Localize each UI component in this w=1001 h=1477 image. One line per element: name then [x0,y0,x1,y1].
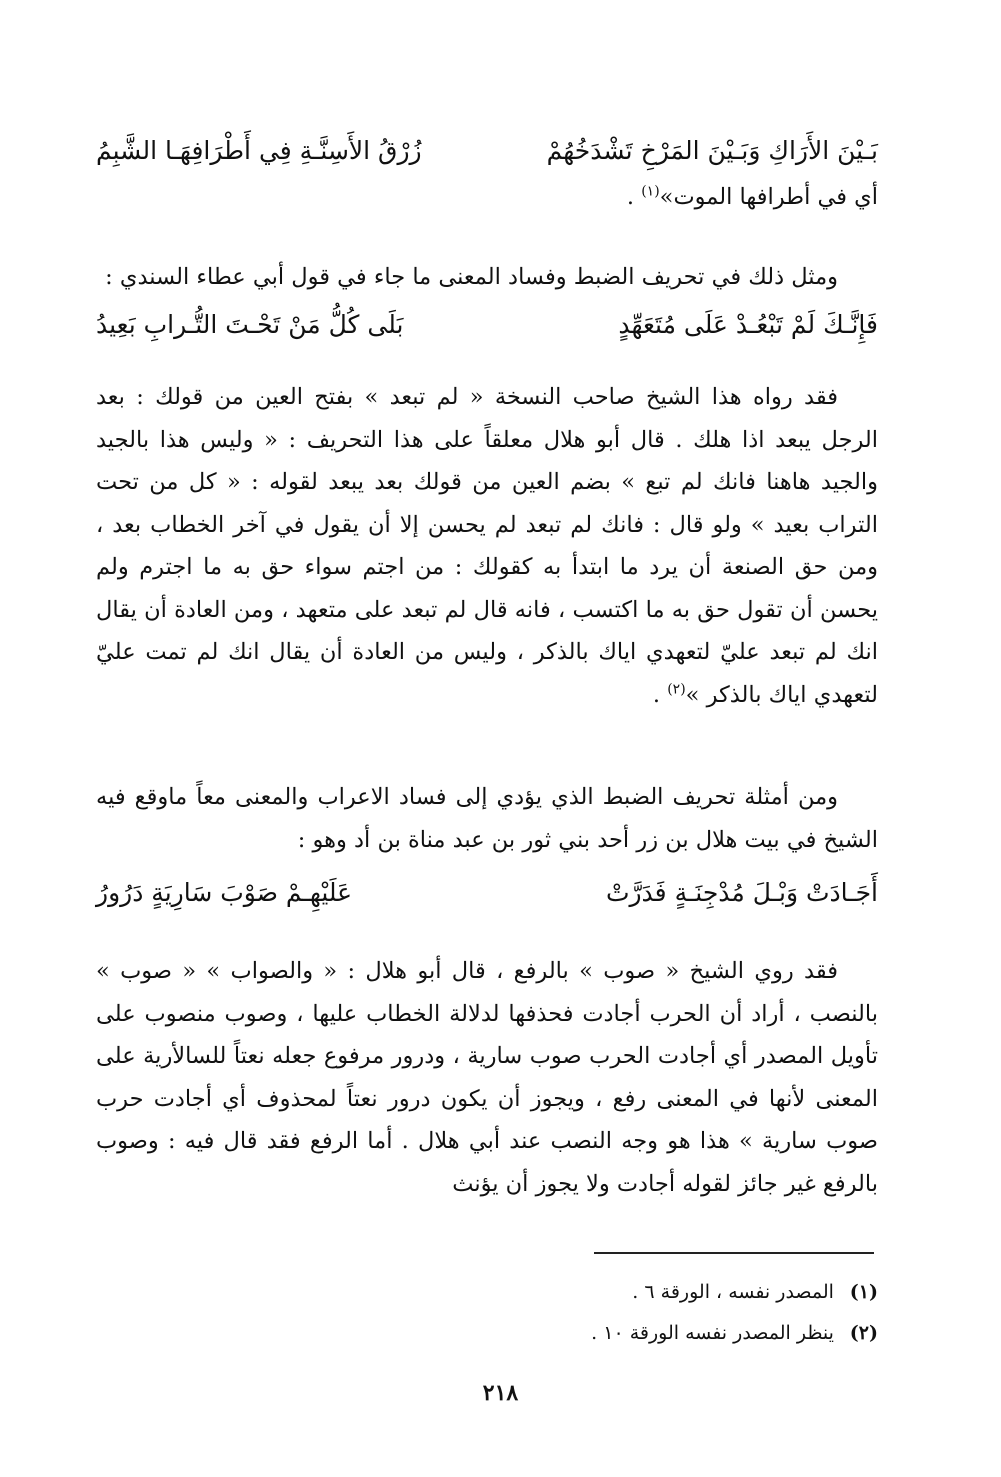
paragraph-4-text: ومن أمثلة تحريف الضبط الذي يؤدي إلى فساد الاعراب والمعنى معاً ماوقع فيه الشيخ في بيت هلال بن زر أحد بني ثور بن عبد مناة بن أد وهو : [96,784,878,853]
paragraph-5 [96,950,878,1205]
footnote-2 [96,1313,878,1354]
paragraph-1 [96,176,878,219]
footnote-2-number: (٢) [849,1322,878,1344]
footnotes [96,1272,878,1354]
paragraph-2 [96,256,878,299]
footnote-ref-2: (٢) [667,681,686,697]
page-number: ٢١٨ [482,1380,519,1406]
footnote-2-text: ينظر المصدر نفسه الورقة ١٠ . [591,1322,834,1344]
verse-3-second-hemistich: عَلَيْهِـمْ صَوْبَ سَارِيَةٍ دَرُورُ [96,878,353,907]
paragraph-2-text: ومثل ذلك في تحريف الضبط وفساد المعنى ما جاء في قول أبي عطاء السندي : [105,264,838,290]
footnote-1 [96,1272,878,1313]
paragraph-3-text: فقد رواه هذا الشيخ صاحب النسخة « لم تبعد » بفتح العين من قولك : بعد الرجل يبعد اذا هلك . قال أبو هلال معلقاً على هذا التحريف : « وليس هذا بالجيد والجيد هاهنا فانك لم تبع » بضم العين من قولك بعد يبعد لقوله : « كل من تحت التراب بعيد » ولو قال : فانك لم تبعد لم يحسن إلا أن يقول في آخر الخطاب بعد ، ومن حق الصنعة أن يرد ما ابتدأ به كقولك : من اجتم سواء حق به ما اجترم ولم يحسن أن تقول حق به ما اكتسب ، فانه قال لم تبعد على متعهد ، ومن العادة أن يقال انك لم تبعد عليّ لتعهدي اياك بالذكر ، وليس من العادة أن يقال انك لم تمت عليّ لتعهدي اياك بالذكر » [96,384,878,708]
footnote-1-number: (١) [849,1281,878,1303]
verse-1-first-hemistich: بَـيْنَ الأَرَاكِ وَبَـيْنَ المَرْخِ تَشْدَخُهُمْ [546,136,878,165]
paragraph-3-end: . [652,681,668,708]
verse-1 [96,126,878,176]
verse-3 [96,868,878,918]
verse-2-second-hemistich: بَلَى كُلُّ مَنْ تَحْـتَ التُّـرابِ بَعِيدُ [96,310,404,339]
footnote-1-text: المصدر نفسه ، الورقة ٦ . [632,1281,834,1303]
paragraph-4 [96,776,878,861]
paragraph-1-end: . [626,184,642,210]
paragraph-3 [96,376,878,716]
verse-1-second-hemistich: زُرْقُ الأَسِنَّـةِ فِي أَطْرَافِهَـا الشَّبِمُ [96,136,422,165]
footnote-separator [594,1252,874,1254]
verse-2-first-hemistich: فَإِنَّـكَ لَمْ تَبْعُـدْ عَلَى مُتَعَهِّدٍ [618,310,878,339]
verse-3-first-hemistich: أَجَـادَتْ وَبْـلَ مُدْجِنَـةٍ فَدَرَّتْ [605,878,878,907]
verse-2 [96,300,878,350]
paragraph-5-text: فقد روي الشيخ « صوب » بالرفع ، قال أبو هلال : « والصواب » « صوب » بالنصب ، أراد أن الحرب أجادت فحذفها لدلالة الخطاب عليها ، وصوب منصوب على تأويل المصدر أي أجادت الحرب صوب سارية ، ودرور مرفوع جعله نعتاً للسالأرية على المعنى لأنها في المعنى رفع ، ويجوز أن يكون درور نعتاً لمحذوف أي أجادت حرب صوب سارية » هذا هو وجه النصب عند أبي هلال . أما الرفع فقد قال فيه : وصوب بالرفع غير جائز لقوله أجادت ولا يجوز أن يؤنث [96,958,878,1197]
footnote-ref-1: (١) [641,183,660,200]
paragraph-1-text: أي في أطرافها الموت» [659,184,878,210]
